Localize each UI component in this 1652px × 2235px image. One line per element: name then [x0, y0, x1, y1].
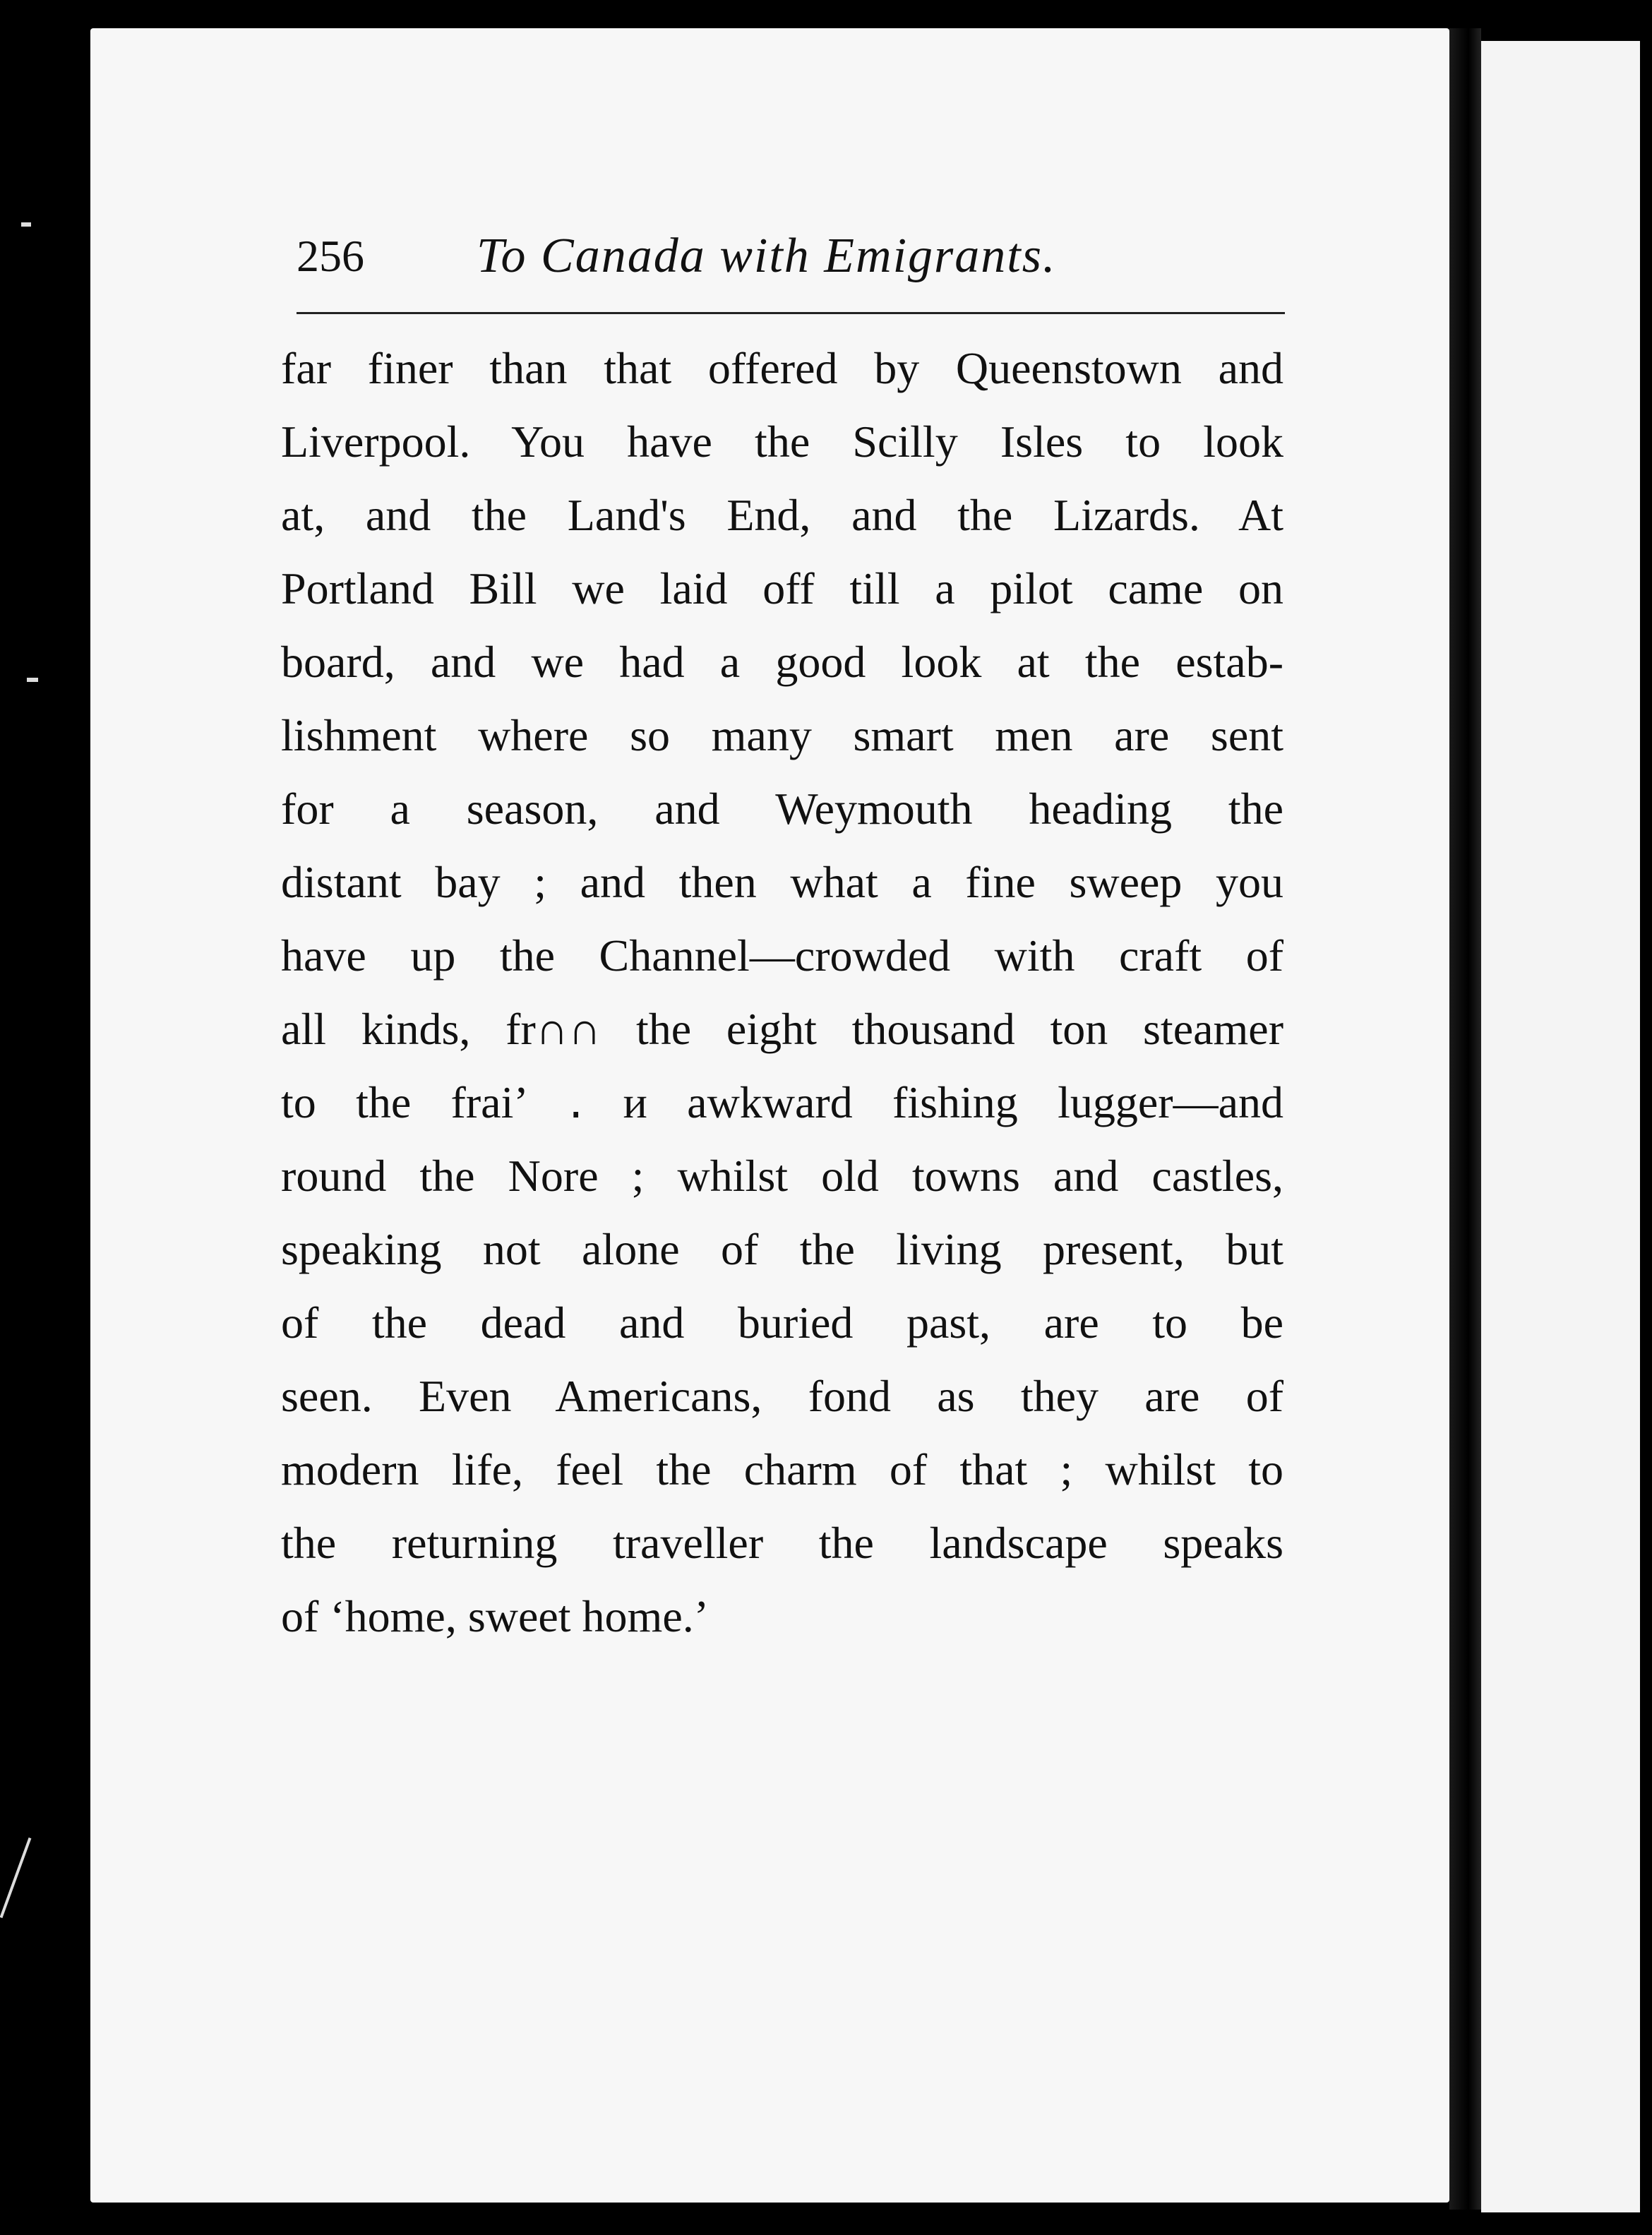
text-line: modern life, feel the charm of that ; whilst to — [281, 1444, 1283, 1494]
facing-page-edge — [1481, 41, 1640, 2212]
text-line: of the dead and buried past, are to be — [281, 1298, 1283, 1348]
page-number: 256 — [297, 231, 364, 281]
text-line: lishment where so many smart men are sent — [281, 710, 1283, 760]
text-line: Portland Bill we laid off till a pilot came on — [281, 563, 1283, 613]
text-line: Liverpool. You have the Scilly Isles to look — [281, 417, 1283, 467]
text-line: to the fraiʼ ․ и awkward fishing lugger—and — [281, 1077, 1283, 1127]
running-title: To Canada with Emigrants. — [477, 229, 1057, 283]
text-line: of ‘home, sweet home.’ — [281, 1591, 710, 1641]
text-line: for a season, and Weymouth heading the — [281, 784, 1283, 834]
text-line: all kinds, fr∩∩ the eight thousand ton steamer — [281, 1004, 1283, 1054]
text-line: far finer than that offered by Queenstown and — [281, 343, 1283, 393]
body-text — [281, 332, 1283, 1653]
text-line: have up the Channel—crowded with craft of — [281, 930, 1283, 981]
text-line: speaking not alone of the living present, but — [281, 1224, 1283, 1274]
page-gutter — [1449, 28, 1481, 2210]
text-line: round the Nore ; whilst old towns and castles, — [281, 1151, 1283, 1201]
text-line: board, and we had a good look at the estab- — [281, 637, 1283, 687]
text-line: the returning traveller the landscape speaks — [281, 1518, 1283, 1568]
text-line: seen. Even Americans, fond as they are of — [281, 1371, 1283, 1421]
text-line: at, and the Land's End, and the Lizards. At — [281, 490, 1283, 540]
header-rule — [297, 312, 1285, 314]
running-head — [297, 224, 1285, 288]
text-line: distant bay ; and then what a fine sweep you — [281, 857, 1283, 907]
